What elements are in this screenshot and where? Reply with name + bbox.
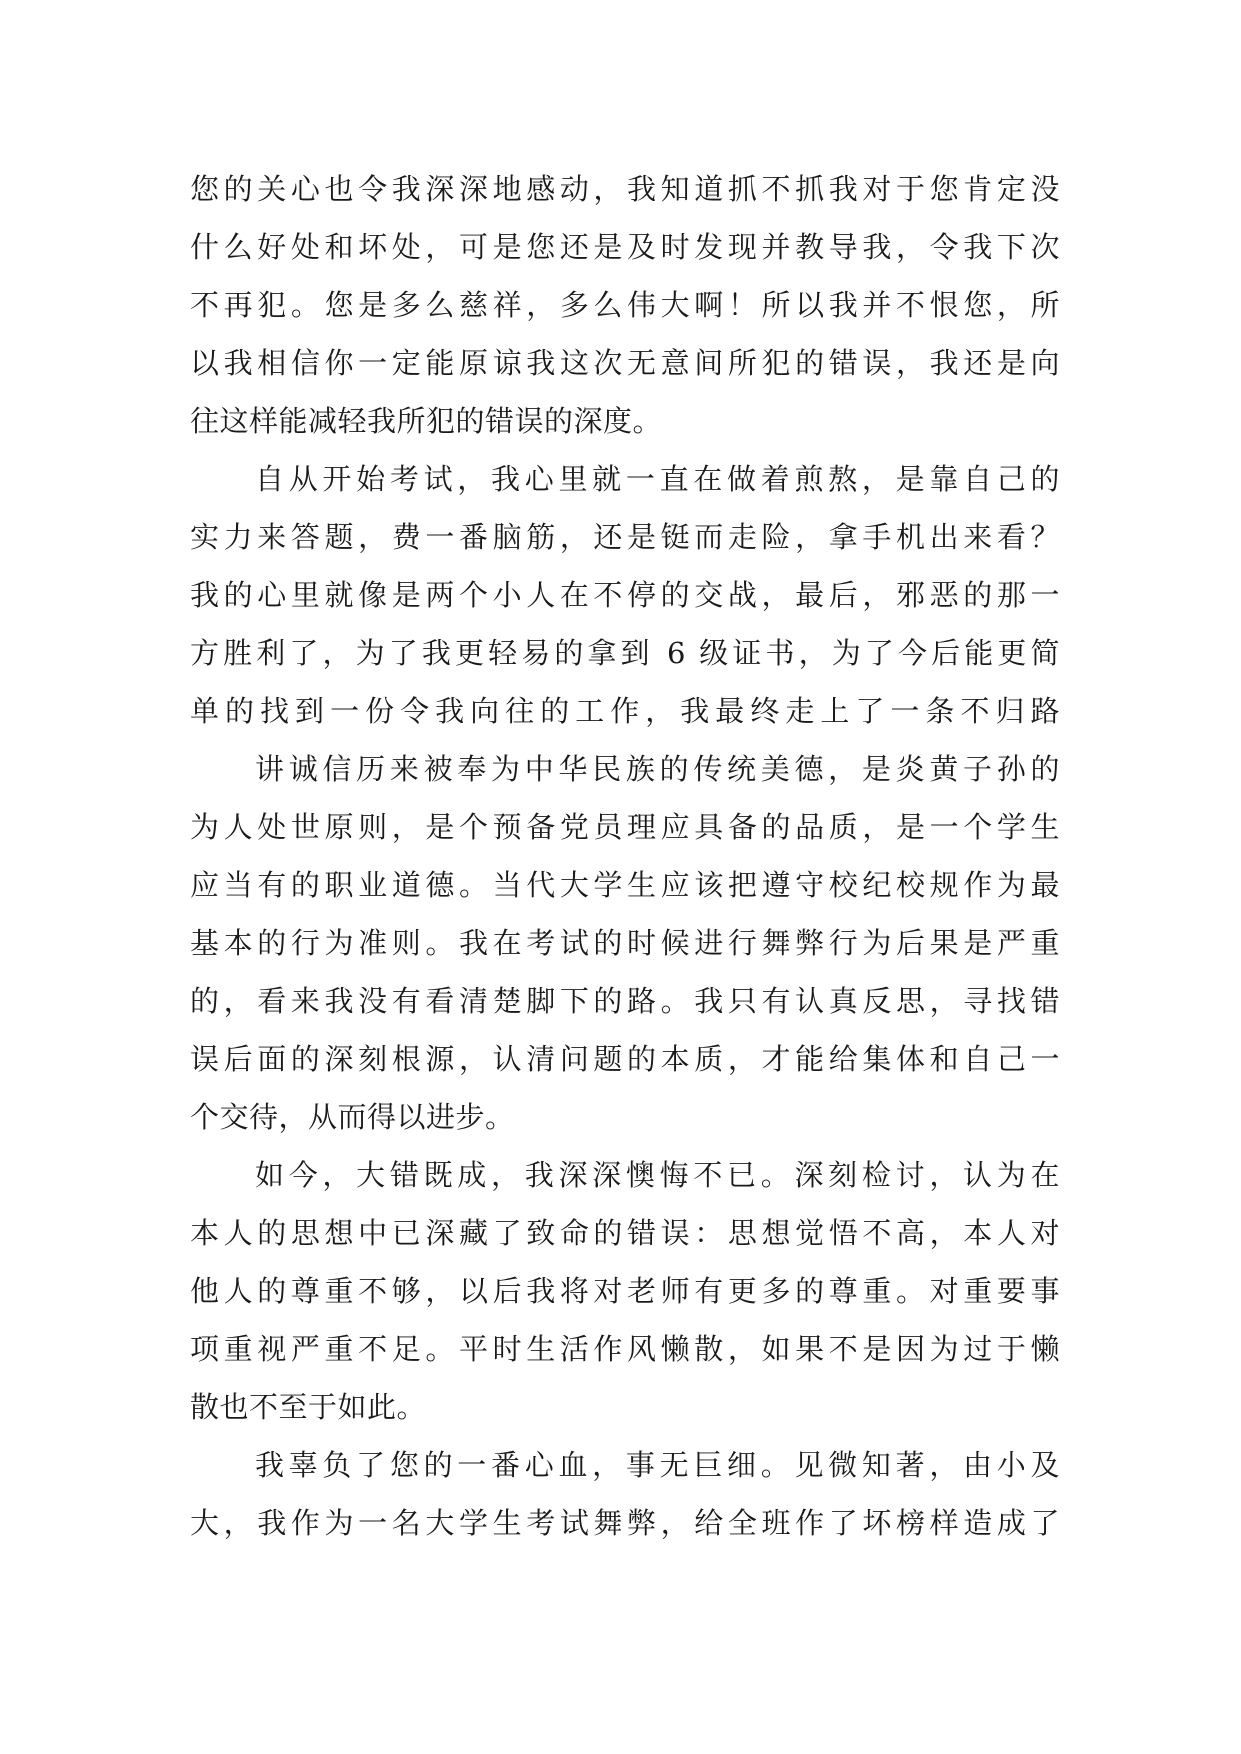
paragraph-first-line: 自从开始考试，我心里就一直在做着煎熬，是靠自己的 bbox=[255, 462, 1060, 496]
text-line: 基本的行为准则。我在考试的时候进行舞弊行为后果是严重 bbox=[190, 926, 1060, 960]
text-line: 误后面的深刻根源，认清问题的本质，才能给集体和自己一 bbox=[190, 1042, 1060, 1076]
text-line: 以我相信你一定能原谅我这次无意间所犯的错误，我还是向 bbox=[190, 346, 1060, 380]
paragraph-first-line: 我辜负了您的一番心血，事无巨细。见微知著，由小及 bbox=[255, 1448, 1060, 1482]
text-line: 不再犯。您是多么慈祥，多么伟大啊！所以我并不恨您，所 bbox=[190, 288, 1060, 322]
text-line: 个交待，从而得以进步。 bbox=[190, 1100, 515, 1134]
text-line: 为人处世原则，是个预备党员理应具备的品质，是一个学生 bbox=[190, 810, 1060, 844]
text-line: 您的关心也令我深深地感动，我知道抓不抓我对于您肯定没 bbox=[190, 172, 1060, 206]
text-line: 单的找到一份令我向往的工作，我最终走上了一条不归路 bbox=[190, 694, 1060, 728]
text-line: 方胜利了，为了我更轻易的拿到 6 级证书，为了今后能更简 bbox=[190, 636, 1060, 670]
text-line: 实力来答题，费一番脑筋，还是铤而走险，拿手机出来看？ bbox=[190, 520, 1060, 554]
paragraph-first-line: 讲诚信历来被奉为中华民族的传统美德，是炎黄子孙的 bbox=[255, 752, 1060, 786]
text-line: 本人的思想中已深藏了致命的错误：思想觉悟不高，本人对 bbox=[190, 1216, 1060, 1250]
text-line: 大，我作为一名大学生考试舞弊，给全班作了坏榜样造成了 bbox=[190, 1506, 1060, 1540]
text-line: 的，看来我没有看清楚脚下的路。我只有认真反思，寻找错 bbox=[190, 984, 1060, 1018]
text-line: 他人的尊重不够，以后我将对老师有更多的尊重。对重要事 bbox=[190, 1274, 1060, 1308]
text-line: 往这样能减轻我所犯的错误的深度。 bbox=[190, 404, 663, 438]
text-line: 项重视严重不足。平时生活作风懒散，如果不是因为过于懒 bbox=[190, 1332, 1060, 1366]
text-line: 应当有的职业道德。当代大学生应该把遵守校纪校规作为最 bbox=[190, 868, 1060, 902]
paragraph-first-line: 如今，大错既成，我深深懊悔不已。深刻检讨，认为在 bbox=[255, 1158, 1060, 1192]
text-line: 什么好处和坏处，可是您还是及时发现并教导我，令我下次 bbox=[190, 230, 1060, 264]
text-line: 散也不至于如此。 bbox=[190, 1390, 427, 1424]
text-line: 我的心里就像是两个小人在不停的交战，最后，邪恶的那一 bbox=[190, 578, 1060, 612]
document-body bbox=[190, 160, 1060, 1552]
